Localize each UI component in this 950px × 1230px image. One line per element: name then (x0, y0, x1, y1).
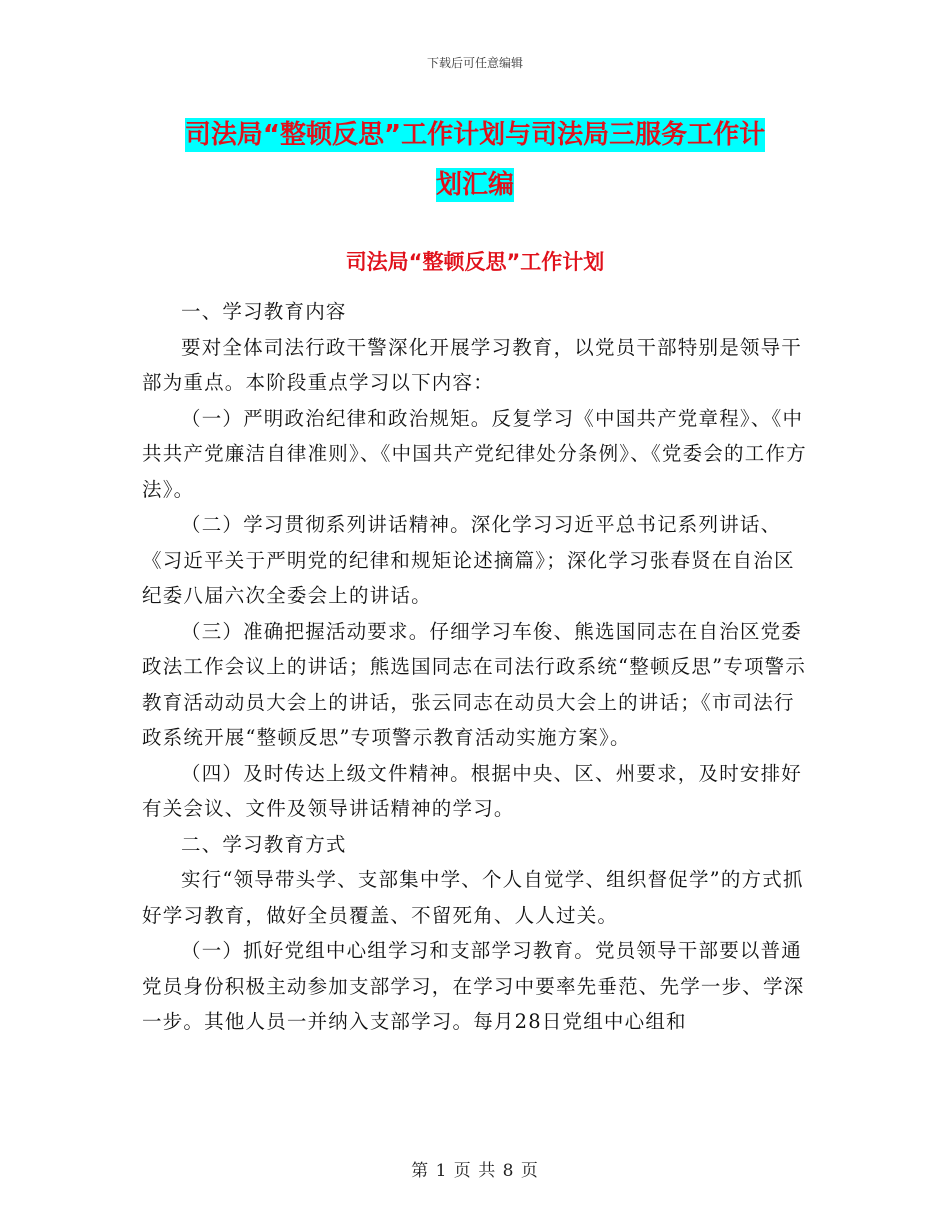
paragraph: （二）学习贯彻系列讲话精神。深化学习习近平总书记系列讲话、《习近平关于严明党的纪律和规矩论述摘篇》；深化学习张春贤在自治区纪委八届六次全委会上的讲话。 (142, 513, 795, 607)
page-number: 第 1 页 共 8 页 (411, 1161, 539, 1181)
paragraph: （三）准确把握活动要求。仔细学习车俊、熊选国同志在自治区党委政法工作会议上的讲话；熊选国同志在司法行政系统“整顿反思”专项警示教育活动动员大会上的讲话，张云同志在动员大会上的讲话；《市司法行政系统开展“整顿反思”专项警示教育活动实施方案》。 (142, 619, 807, 749)
paragraph: （四）及时传达上级文件精神。根据中央、区、州要求，及时安排好有关会议、文件及领导讲话精神的学习。 (142, 761, 803, 820)
document-title (140, 110, 810, 210)
paragraph-heading-1: 一、学习教育内容 (181, 300, 347, 323)
paragraph: （一）严明政治纪律和政治规矩。反复学习《中国共产党章程》、《中共共产党廉洁自律准则》、《中国共产党纪律处分条例》、《党委会的工作方法》。 (142, 406, 807, 501)
paragraph: 要对全体司法行政干警深化开展学习教育，以党员干部特别是领导干部为重点。本阶段重点学习以下内容： (142, 335, 803, 394)
paragraph: （一）抓好党组中心组学习和支部学习教育。党员领导干部要以普通党员身份积极主动参加支部学习，在学习中要率先垂范、先学一步、学深一步。其他人员一并纳入支部学习。每月28日党组中心组和 (142, 939, 805, 1033)
page-header-note: 下载后可任意编辑 (426, 56, 523, 70)
document-title-line-2: 划汇编 (435, 170, 514, 200)
section-title: 司法局“整顿反思”工作计划 (345, 250, 605, 274)
document-body (142, 294, 808, 1040)
document-title-line-1: 司法局“整顿反思”工作计划与司法局三服务工作计 (184, 120, 766, 150)
paragraph-heading-2: 二、学习教育方式 (181, 832, 347, 856)
paragraph: 实行“领导带头学、支部集中学、个人自觉学、组织督促学”的方式抓好学习教育，做好全员覆盖、不留死角、人人过关。 (142, 868, 804, 927)
